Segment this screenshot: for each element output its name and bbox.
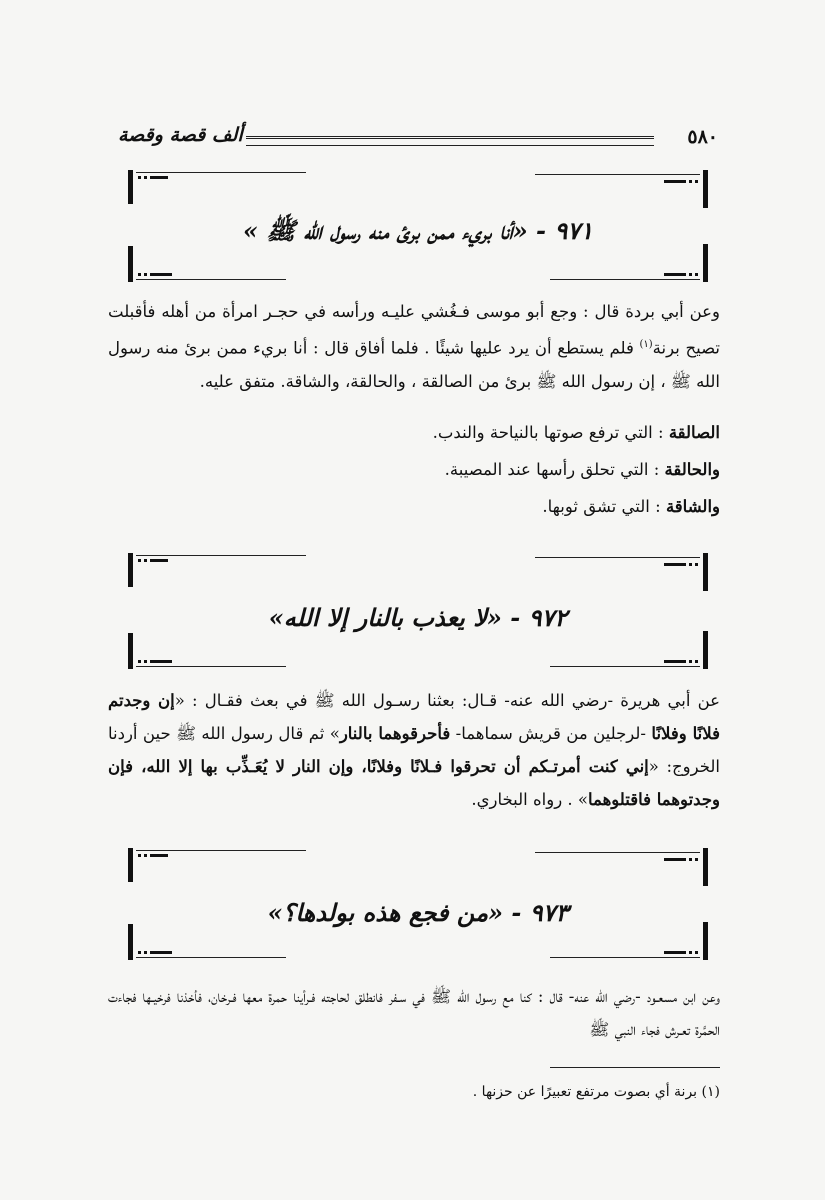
footnote: (١) برنة أي بصوت مرتفع تعبيرًا عن حزنها . [472,1084,720,1100]
text-run: وعن أبي بردة قال : وجع أبو موسى فـغُشي عليـه ورأسه في حجـر امرأة من أهله فأقبلت تصيح برنة [108,302,720,358]
definition-item [108,488,720,525]
text-run: عن أبي هريرة -رضي الله عنه- قـال: بعثنا رسـول الله ﷺ في بعث فقـال : « [174,691,720,710]
ornament-corner [528,637,708,669]
running-header [118,120,718,160]
story-paragraph [108,980,720,1046]
story-title-frame [118,170,718,282]
text-run: فلم يستطع أن يرد عليها شيئًا . فلما أفاق قال : أنا بريء ممن برئ منه رسول الله ﷺ ، إن رسول الله ﷺ برئ من الصالقة ، والحالقة، والشاقة. متفق عليه. [108,338,720,391]
story-paragraph [108,295,720,398]
footnote-marker: (١) [639,339,653,350]
ornament-corner [528,170,708,202]
definition-separator: : [649,497,666,516]
emphasized-text: إن وجدتم فلانًا وفلانًا [108,691,720,743]
definition-item [108,414,720,451]
emphasized-text: فأحرقوهما بالنار [339,724,451,743]
ornament-corner [128,928,308,960]
ornament-corner [528,928,708,960]
story-title: ٩٧٣ - «من فجع هذه بولدها؟» [267,898,569,927]
story-title-frame [118,848,718,960]
definitions-list [108,414,720,525]
story-title-frame [118,553,718,669]
ornament-corner [128,637,308,669]
definition-term: والحالقة [664,460,720,479]
definition-term: والشاقة [665,497,720,516]
ornament-corner [528,848,708,880]
text-run: وعن ابن مسعـود -رضي الله عنه- قال : كنا مع رسول الله ﷺ في سـفر فانطلق لحاجته فـرأينا حمرة معها فـرخان، فأخذنا فرخيـها فجاءت الحمَّرة تعـرش فجاء النبي ﷺ [108,987,720,1039]
text-run: » ثم قال رسول الله ﷺ حين أردنا الخروج: « [108,724,720,776]
ornament-corner [128,848,308,880]
header-rule [246,136,654,146]
ornament-corner [528,250,708,282]
definition-meaning: التي تشق ثوبها. [542,497,650,516]
definition-meaning: التي تحلق رأسها عند المصيبة. [444,460,649,479]
story-paragraph [108,684,720,816]
definition-meaning: التي ترفع صوتها بالنياحة والندب. [432,423,653,442]
emphasized-text: إني كنت أمرتـكم أن تحرقوا فـلانًا وفلانًا، وإن النار لا يُعَـذِّب بها إلا الله، فإن وجدتوهما فاقتلوهما [108,757,720,809]
text-run: -لرجلين من قريش سماهما- [450,724,652,743]
page-number: ٥٨٠ [687,126,718,148]
definition-term: الصالقة [668,423,720,442]
story-title: ٩٧٢ - «لا يعذب بالنار إلا الله» [268,603,568,632]
ornament-corner [528,553,708,585]
definition-separator: : [648,460,665,479]
definition-separator: : [652,423,669,442]
footnote-rule [550,1067,720,1068]
story-title: ٩٧١ - «أنا بريء ممن برئ منه رسول الله ﷺ » [242,216,594,245]
ornament-corner [128,250,308,282]
definition-item [108,451,720,488]
text-run: » . رواه البخاري. [471,790,588,809]
ornament-corner [128,553,308,585]
ornament-corner [128,170,308,202]
book-title: ألف قصة وقصة [118,124,243,146]
